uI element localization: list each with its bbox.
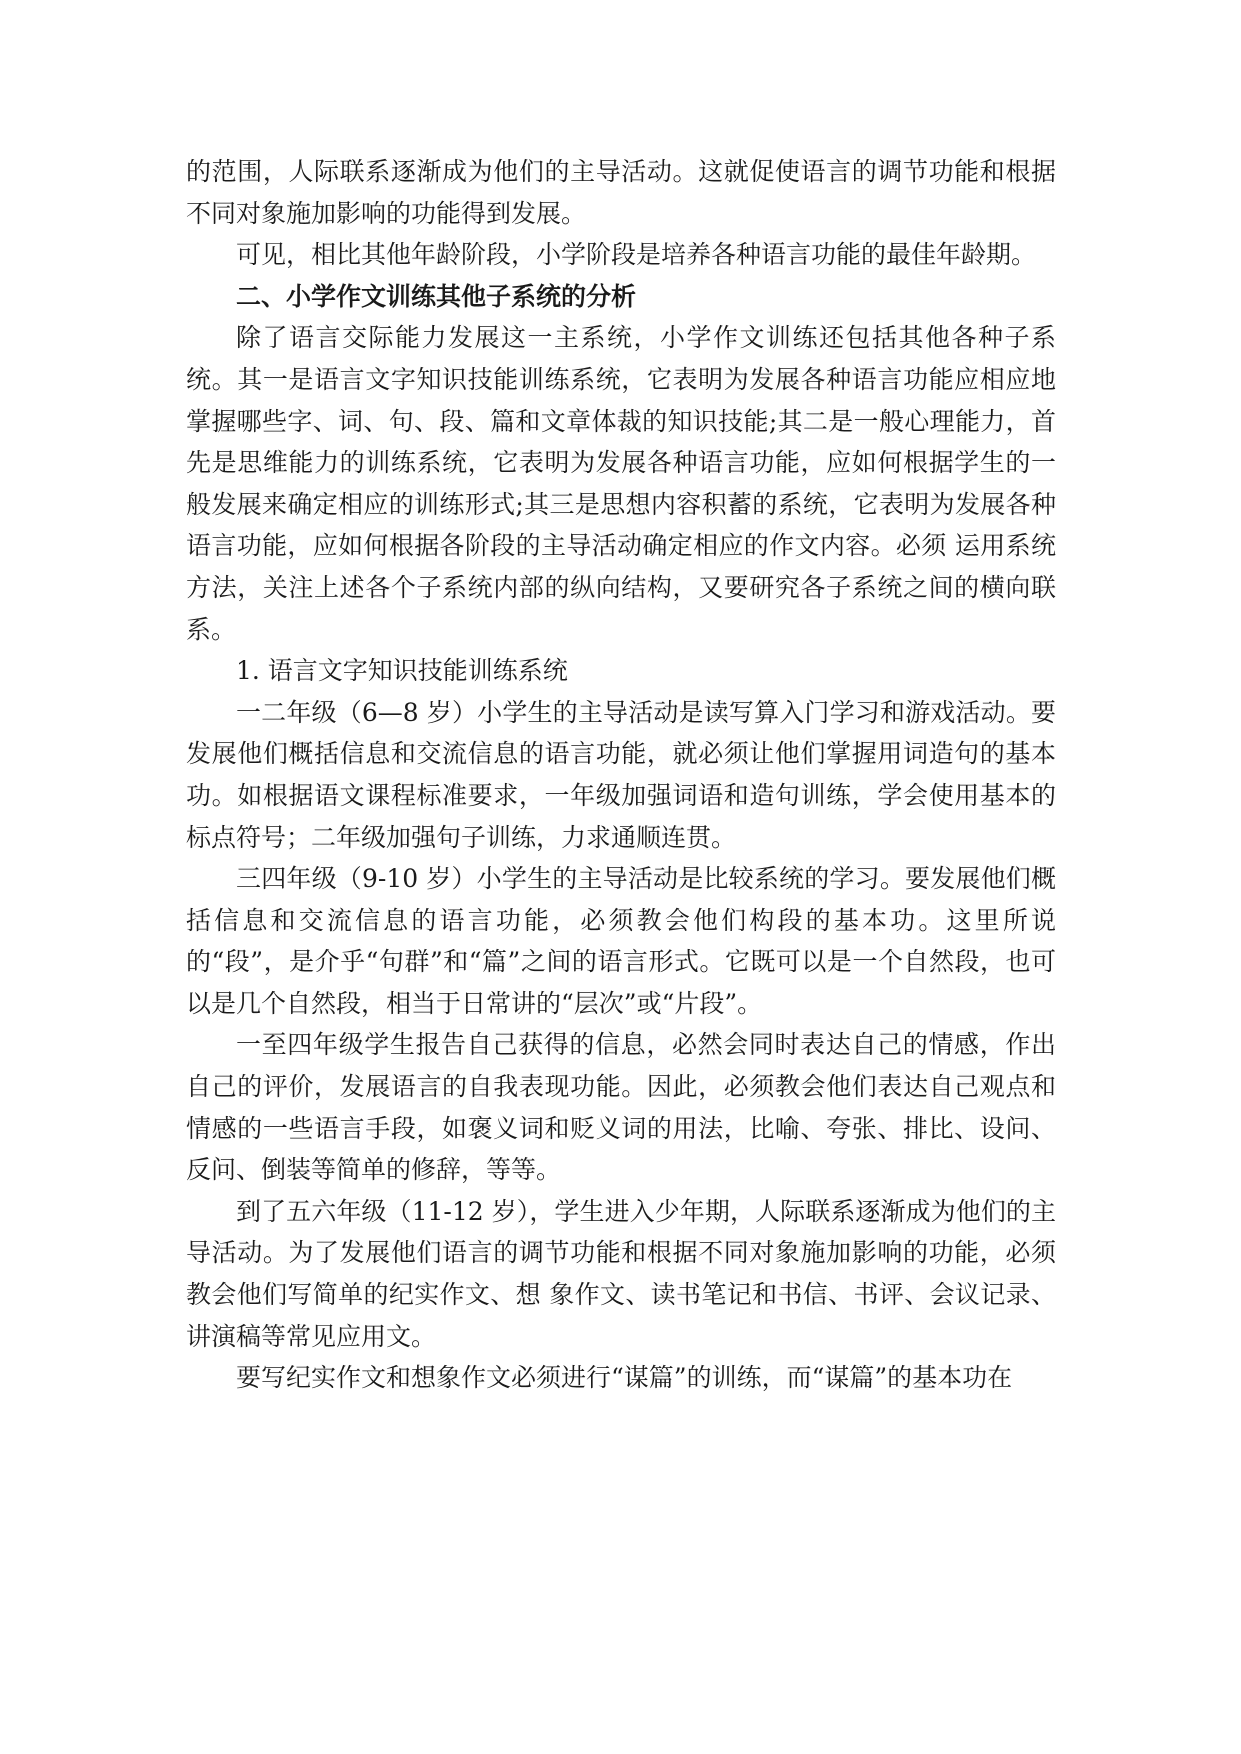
- document-body: [186, 151, 1056, 1399]
- paragraph-continuation: 的范围，人际联系逐渐成为他们的主导活动。这就促使语言的调节功能和根据不同对象施加影响的功能得到发展。: [186, 157, 1056, 228]
- section-heading: 二、小学作文训练其他子系统的分析: [236, 281, 637, 311]
- paragraph: 到了五六年级（11-12 岁），学生进入少年期，人际联系逐渐成为他们的主导活动。为了发展他们语言的调节功能和根据不同对象施加影响的功能，必须教会他们写简单的纪实作文、想 象作文、读书笔记和书信、书评、会议记录、讲演稿等常见应用文。: [186, 1196, 1056, 1351]
- paragraph: 可见，相比其他年龄阶段，小学阶段是培养各种语言功能的最佳年龄期。: [236, 240, 1037, 270]
- paragraph: 要写纪实作文和想象作文必须进行“谋篇”的训练，而“谋篇”的基本功在: [236, 1363, 1013, 1393]
- subsection-heading: 1. 语言文字知识技能训练系统: [236, 656, 568, 686]
- paragraph: 一二年级（6—8 岁）小学生的主导活动是读写算入门学习和游戏活动。要发展他们概括信息和交流信息的语言功能，就必须让他们掌握用词造句的基本功。如根据语文课程标准要求，一年级加强词语和造句训练，学会使用基本的标点符号；二年级加强句子训练，力求通顺连贯。: [186, 697, 1056, 852]
- paragraph: 除了语言交际能力发展这一主系统，小学作文训练还包括其他各种子系统。其一是语言文字知识技能训练系统，它表明为发展各种语言功能应相应地掌握哪些字、词、句、段、篇和文章体裁的知识技能;其二是一般心理能力，首先是思维能力的训练系统，它表明为发展各种语言功能，应如何根据学生的一般发展来确定相应的训练形式;其三是思想内容积蓄的系统，它表明为发展各种语言功能，应如何根据各阶段的主导活动确定相应的作文内容。必须 运用系统方法，关注上述各个子系统内部的纵向结构，又要研究各子系统之间的横向联系。: [186, 323, 1056, 644]
- paragraph: 三四年级（9-10 岁）小学生的主导活动是比较系统的学习。要发展他们概括信息和交流信息的语言功能，必须教会他们构段的基本功。这里所说的“段”，是介乎“句群”和“篇”之间的语言形式。它既可以是一个自然段，也可以是几个自然段，相当于日常讲的“层次”或“片段”。: [186, 864, 1056, 1018]
- paragraph: 一至四年级学生报告自己获得的信息，必然会同时表达自己的情感，作出自己的评价，发展语言的自我表现功能。因此，必须教会他们表达自己观点和情感的一些语言手段，如褒义词和贬义词的用法，比喻、夸张、排比、设问、反问、倒装等简单的修辞，等等。: [186, 1030, 1056, 1185]
